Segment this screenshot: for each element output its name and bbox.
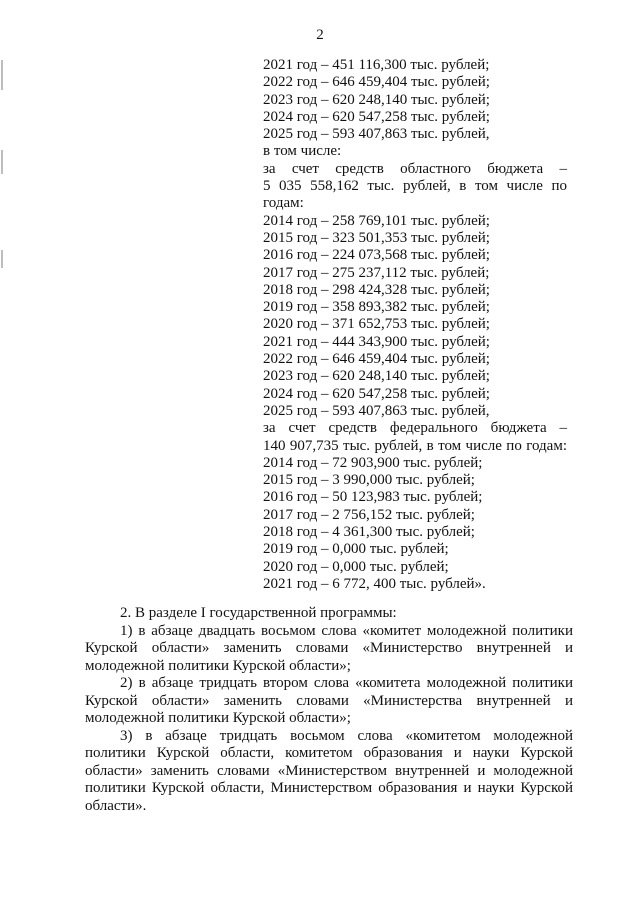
scan-edge-mark — [1, 60, 3, 90]
funding-line: в том числе: — [263, 143, 342, 160]
funding-line: годам: — [263, 195, 304, 212]
funding-line: 2017 год – 275 237,112 тыс. рублей; — [263, 264, 490, 281]
funding-line: 2021 год – 444 343,900 тыс. рублей; — [263, 333, 490, 350]
funding-line: 2024 год – 620 547,258 тыс. рублей; — [263, 108, 490, 125]
scan-edge-mark — [1, 250, 3, 268]
funding-line: за счет средств областного бюджета – — [263, 160, 567, 177]
funding-line: 2015 год – 3 990,000 тыс. рублей; — [263, 472, 475, 489]
page-number: 2 — [316, 27, 324, 43]
funding-line: 140 907,735 тыс. рублей, в том числе по годам: — [263, 437, 567, 454]
funding-line: 2024 год – 620 547,258 тыс. рублей; — [263, 385, 490, 402]
funding-line: 2018 год – 4 361,300 тыс. рублей; — [263, 524, 475, 541]
amendment-paragraph: 3) в абзаце тридцать восьмом слова «комитетом молодежной политики Курской области, комитетом образования и науки Курской области» заменить словами «Министерством внутренней и молодежной политики Курской области, Министерством образования и науки Курской области». — [85, 727, 573, 814]
funding-line: 2019 год – 0,000 тыс. рублей; — [263, 541, 449, 558]
funding-line: 2018 год – 298 424,328 тыс. рублей; — [263, 281, 490, 298]
funding-line: за счет средств федерального бюджета – — [263, 420, 567, 437]
funding-line: 2020 год – 371 652,753 тыс. рублей; — [263, 316, 490, 333]
funding-line: 2016 год – 224 073,568 тыс. рублей; — [263, 247, 490, 264]
funding-line: 2020 год – 0,000 тыс. рублей; — [263, 558, 449, 575]
funding-line: 2022 год – 646 459,404 тыс. рублей; — [263, 351, 490, 368]
funding-line: 2014 год – 258 769,101 тыс. рублей; — [263, 212, 490, 229]
funding-line: 2019 год – 358 893,382 тыс. рублей; — [263, 299, 490, 316]
funding-by-year-block — [263, 57, 567, 593]
amendment-paragraph: 1) в абзаце двадцать восьмом слова «комитет молодежной политики Курской области» заменить словами «Министерство внутренней и молодежной политики Курской области»; — [85, 622, 573, 674]
funding-line: 2023 год – 620 248,140 тыс. рублей; — [263, 91, 490, 108]
amendment-paragraph: 2) в абзаце тридцать втором слова «комитета молодежной политики Курской области» заменить словами «Министерства внутренней и молодежной политики Курской области»; — [85, 675, 573, 726]
funding-line: 2015 год – 323 501,353 тыс. рублей; — [263, 229, 490, 246]
funding-line: 2025 год – 593 407,863 тыс. рублей, — [263, 402, 490, 419]
funding-line: 2017 год – 2 756,152 тыс. рублей; — [263, 506, 475, 523]
funding-line: 2021 год – 451 116,300 тыс. рублей; — [263, 57, 490, 73]
section-heading: 2. В разделе I государственной программы: — [120, 605, 397, 621]
amendments-section — [85, 605, 573, 815]
funding-line: 2022 год – 646 459,404 тыс. рублей; — [263, 74, 490, 91]
funding-line: 2014 год – 72 903,900 тыс. рублей; — [263, 454, 483, 471]
funding-line: 2016 год – 50 123,983 тыс. рублей; — [263, 489, 483, 506]
scan-edge-mark — [1, 150, 3, 174]
funding-line: 2021 год – 6 772, 400 тыс. рублей». — [263, 575, 486, 592]
funding-line: 2023 год – 620 248,140 тыс. рублей; — [263, 368, 490, 385]
funding-line: 2025 год – 593 407,863 тыс. рублей, — [263, 126, 490, 143]
funding-line: 5 035 558,162 тыс. рублей, в том числе по — [263, 178, 567, 195]
